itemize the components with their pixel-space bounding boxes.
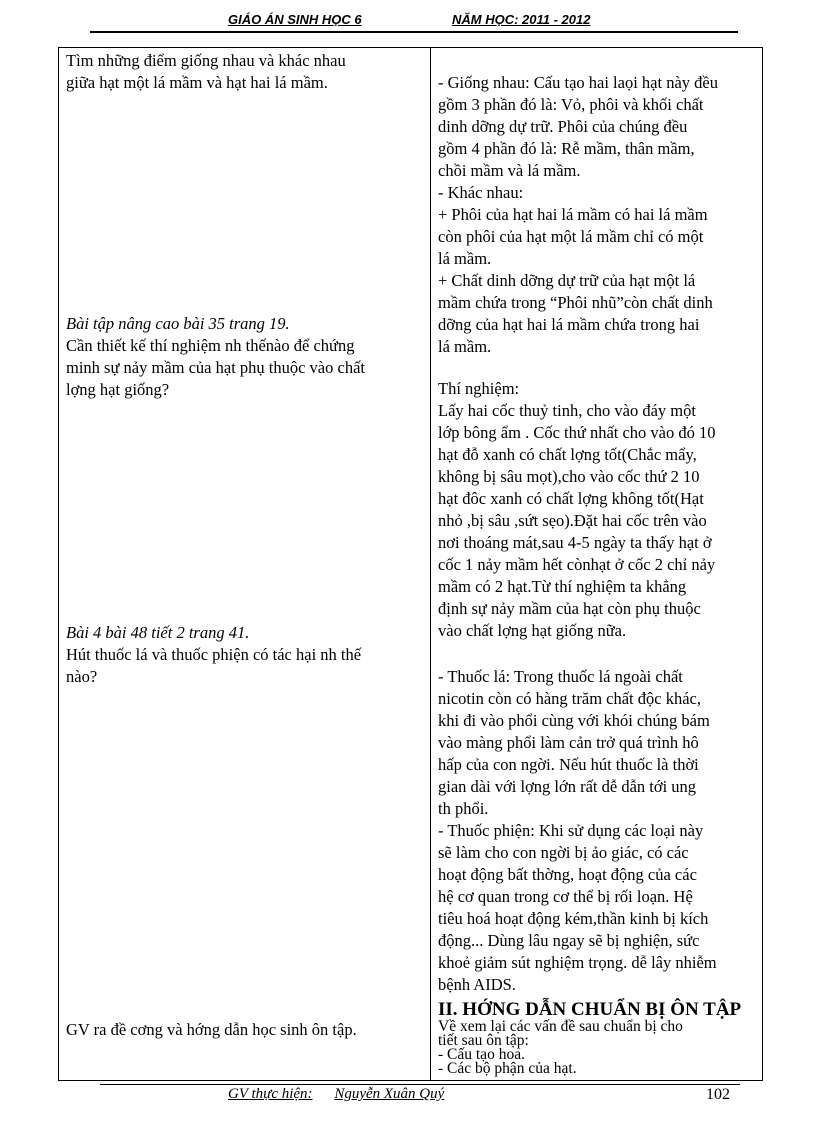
text-line: định sự nảy mầm của hạt còn phụ thuộc bbox=[438, 599, 701, 618]
column-divider bbox=[430, 47, 431, 1081]
teacher-name: Nguyễn Xuân Quý bbox=[334, 1086, 445, 1102]
text-line: cốc 1 nảy mầm hết cònhạt ở cốc 2 chỉ nảy bbox=[438, 555, 716, 574]
text-line: - Khác nhau: bbox=[438, 183, 524, 202]
text-line: + Chất dinh dỡng dự trữ của hạt một lá bbox=[438, 271, 696, 290]
text-line: còn phôi của hạt một lá mầm chỉ có một bbox=[438, 227, 704, 246]
text-line: gian dài với lợng lớn rất dễ dẫn tới ung bbox=[438, 777, 697, 796]
text-line: lớp bông ẩm . Cốc thứ nhất cho vào đó 10 bbox=[438, 423, 716, 442]
text-line: nào? bbox=[66, 667, 98, 686]
text-line: tiết sau ôn tập: bbox=[438, 1032, 529, 1049]
text-line: giữa hạt một lá mầm và hạt hai lá mầm. bbox=[66, 73, 328, 92]
text-line: GV ra đề cơng và hớng dẫn học sinh ôn tập. bbox=[66, 1020, 357, 1039]
text-line: hấp của con ngời. Nếu hút thuốc là thời bbox=[438, 755, 699, 774]
section-ii bbox=[438, 1000, 758, 1076]
answer-1 bbox=[438, 72, 758, 358]
text-line: nhỏ ,bị sâu ,sứt sẹo).Đặt hai cốc trên vào bbox=[438, 511, 707, 530]
text-line: nicotin còn có hàng trăm chất độc khác, bbox=[438, 689, 701, 708]
question-1 bbox=[66, 50, 422, 94]
text-line: Cần thiết kế thí nghiệm nh thếnào để chứng bbox=[66, 336, 355, 355]
text-line: gồm 4 phần đó là: Rễ mầm, thân mầm, bbox=[438, 139, 695, 158]
text-line: vào màng phổi làm cản trở quá trình hô bbox=[438, 733, 699, 752]
text-line: lá mầm. bbox=[438, 249, 492, 268]
text-line: hạt đỗ xanh có chất lợng tốt(Chắc mẩy, bbox=[438, 445, 697, 464]
text-line: lợng hạt giống? bbox=[66, 380, 170, 399]
text-line: Thí nghiệm: bbox=[438, 379, 520, 398]
text-line: lá mầm. bbox=[438, 337, 492, 356]
text-line: sẽ làm cho con ngời bị ảo giác, có các bbox=[438, 843, 689, 862]
footer-rule bbox=[100, 1080, 740, 1081]
answer-2 bbox=[438, 378, 758, 642]
text-line: hạt đôc xanh có chất lợng không tốt(Hạt bbox=[438, 489, 704, 508]
text-line: - Cấu tạo hoa. bbox=[438, 1046, 525, 1063]
section-heading: II. HỚNG DẪN CHUẨN BỊ ÔN TẬP bbox=[438, 999, 742, 1020]
text-line: - Các bộ phận của hạt. bbox=[438, 1060, 577, 1077]
teacher-label: GV thực hiện: bbox=[228, 1086, 313, 1102]
text-line: dỡng của hạt hai lá mầm chứa trong hai bbox=[438, 315, 700, 334]
footer-teacher bbox=[228, 1086, 444, 1103]
page-header bbox=[90, 12, 738, 32]
text-line: - Thuốc phiện: Khi sử dụng các loại này bbox=[438, 821, 704, 840]
text-line: nơi thoáng mát,sau 4-5 ngày ta thấy hạt ở bbox=[438, 533, 712, 552]
text-line: không bị sâu mọt),cho vào cốc thứ 2 10 bbox=[438, 467, 700, 486]
text-line: tiêu hoá hoạt động kém,thần kinh bị kích bbox=[438, 909, 709, 928]
text-line: hệ cơ quan trong cơ thể bị rối loạn. Hệ bbox=[438, 887, 693, 906]
text-line: Tìm những điểm giống nhau và khác nhau bbox=[66, 51, 346, 70]
text-line: th phổi. bbox=[438, 799, 489, 818]
text-line: động... Dùng lâu ngay sẽ bị nghiện, sức bbox=[438, 931, 700, 950]
text-line: bệnh AIDS. bbox=[438, 975, 516, 994]
footer-rule bbox=[100, 1084, 740, 1085]
text-line: khi đi vào phổi cùng với khói chúng bám bbox=[438, 711, 710, 730]
text-line: + Phôi của hạt hai lá mầm có hai lá mầm bbox=[438, 205, 708, 224]
text-line: hoạt động bất thờng, hoạt động của các bbox=[438, 865, 697, 884]
question-3 bbox=[66, 622, 422, 688]
question-source: Bài 4 bài 48 tiết 2 trang 41. bbox=[66, 623, 250, 642]
text-line: gồm 3 phần đó là: Vỏ, phôi và khối chất bbox=[438, 95, 704, 114]
text-line: dinh dỡng dự trữ. Phôi của chúng đều bbox=[438, 117, 688, 136]
header-subject-title: GIÁO ÁN SINH HỌC 6 bbox=[228, 12, 362, 27]
text-line: Về xem lại các vấn đề sau chuẩn bị cho bbox=[438, 1018, 683, 1035]
text-line: - Giống nhau: Cấu tạo hai laọi hạt này đều bbox=[438, 73, 718, 92]
text-line: - Thuốc lá: Trong thuốc lá ngoài chất bbox=[438, 667, 683, 686]
text-line: Lấy hai cốc thuỷ tinh, cho vào đáy một bbox=[438, 401, 696, 420]
header-school-year: NĂM HỌC: 2011 - 2012 bbox=[452, 12, 591, 27]
text-line: vào chất lợng hạt giống nữa. bbox=[438, 621, 627, 640]
question-2 bbox=[66, 313, 422, 401]
text-line: minh sự nảy mầm của hạt phụ thuộc vào chất bbox=[66, 358, 365, 377]
text-line: chồi mầm và lá mầm. bbox=[438, 161, 581, 180]
text-line: mầm có 2 hạt.Từ thí nghiệm ta khẳng bbox=[438, 577, 687, 596]
question-4 bbox=[66, 1019, 422, 1041]
text-line: Hút thuốc lá và thuốc phiện có tác hại nh thế bbox=[66, 645, 362, 664]
question-source: Bài tập nâng cao bài 35 trang 19. bbox=[66, 314, 290, 333]
text-line: khoẻ giảm sút nghiệm trọng. dễ lây nhiễm bbox=[438, 953, 717, 972]
answer-3 bbox=[438, 666, 758, 996]
text-line: mầm chứa trong “Phôi nhũ”còn chất dinh bbox=[438, 293, 713, 312]
page-number: 102 bbox=[706, 1086, 730, 1103]
header-rule bbox=[90, 31, 738, 33]
